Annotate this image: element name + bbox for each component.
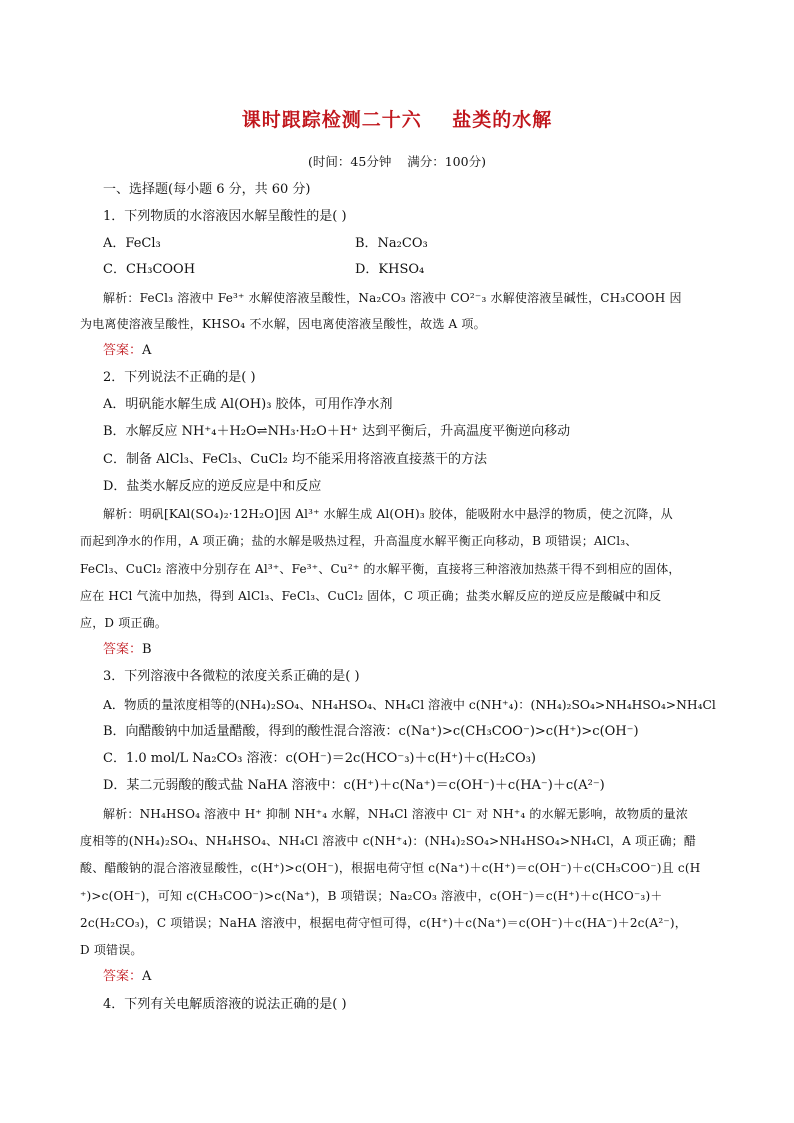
- q3-explanation-line: ⁺)>c(OH⁻)，可知 c(CH₃COO⁻)>c(Na⁺)，B 项错误；Na₂CO₃ 溶液中，c(OH⁻)＝c(H⁺)＋c(HCO⁻₃)＋: [80, 889, 663, 903]
- q2-explanation-line: 应，D 项正确。: [80, 616, 168, 630]
- q2-answer: [103, 640, 723, 660]
- explanation-label: 解析：: [103, 507, 140, 521]
- q4-stem: 4．下列有关电解质溶液的说法正确的是( ): [103, 997, 347, 1012]
- q1-option-c: C．CH₃COOH: [103, 262, 196, 277]
- explanation-text: NH₄HSO₄ 溶液中 H⁺ 抑制 NH⁺₄ 水解，NH₄Cl 溶液中 Cl⁻ 对 NH⁺₄ 的水解无影响，故物质的量浓: [139, 807, 689, 821]
- q3-option-b: B．向醋酸钠中加适量醋酸，得到的酸性混合溶液：c(Na⁺)>c(CH₃COO⁻)>c(H⁺)>c(OH⁻): [103, 724, 639, 739]
- explanation-label: 解析：: [103, 807, 140, 821]
- q3-explanation-line: 酸、醋酸钠的混合溶液显酸性，c(H⁺)>c(OH⁻)，根据电荷守恒 c(Na⁺)＋c(H⁺)＝c(OH⁻)＋c(CH₃COO⁻)且 c(H: [80, 861, 701, 875]
- answer-label: 答案：: [103, 642, 143, 657]
- q1-answer: [103, 341, 723, 361]
- section-heading: 一、选择题(每小题 6 分，共 60 分): [103, 182, 311, 197]
- q2-option-d: D．盐类水解反应的逆反应是中和反应: [103, 479, 322, 494]
- explanation-text: 明矾[KAl(SO₄)₂·12H₂O]因 Al³⁺ 水解生成 Al(OH)₃ 胶体，能吸附水中悬浮的物质，使之沉降，从: [139, 507, 673, 521]
- q1-option-b: B．Na₂CO₃: [355, 236, 428, 251]
- q2-explanation-line: 而起到净水的作用，A 项正确；盐的水解是吸热过程，升高温度水解平衡正向移动，B 项错误；AlCl₃、: [80, 534, 638, 548]
- answer-value: A: [142, 343, 152, 358]
- q2-stem: 2．下列说法不正确的是( ): [103, 370, 256, 385]
- explanation-text: FeCl₃ 溶液中 Fe³⁺ 水解使溶液呈酸性，Na₂CO₃ 溶液中 CO²⁻₃ 水解使溶液呈碱性，CH₃COOH 因: [139, 291, 682, 305]
- q3-option-d: D．某二元弱酸的酸式盐 NaHA 溶液中：c(H⁺)＋c(Na⁺)＝c(OH⁻)＋c(HA⁻)＋c(A²⁻): [103, 778, 605, 793]
- q1-explanation-line: [103, 288, 723, 308]
- q1-option-a: A．FeCl₃: [103, 236, 161, 251]
- q2-explanation-line: FeCl₃、CuCl₂ 溶液中分别存在 Al³⁺、Fe³⁺、Cu²⁺ 的水解平衡，直接将三种溶液加热蒸干得不到相应的固体，: [80, 562, 681, 576]
- q1-explanation-line: 为电离使溶液呈酸性，KHSO₄ 不水解，因电离使溶液呈酸性，故选 A 项。: [80, 317, 486, 331]
- q3-explanation-line: D 项错误。: [80, 943, 143, 957]
- page-subtitle: (时间：45分钟 满分：100分): [308, 154, 486, 169]
- q2-explanation-line: 应在 HCl 气流中加热，得到 AlCl₃、FeCl₃、CuCl₂ 固体，C 项正确；盐类水解反应的逆反应是酸碱中和反: [80, 589, 662, 603]
- q3-explanation-line: 2c(H₂CO₃)，C 项错误；NaHA 溶液中，根据电荷守恒可得，c(H⁺)＋c(Na⁺)＝c(OH⁻)＋c(HA⁻)＋2c(A²⁻)，: [80, 916, 687, 930]
- q2-option-a: A．明矾能水解生成 Al(OH)₃ 胶体，可用作净水剂: [103, 397, 393, 412]
- answer-label: 答案：: [103, 343, 143, 358]
- q2-option-c: C．制备 AlCl₃、FeCl₃、CuCl₂ 均不能采用将溶液直接蒸干的方法: [103, 452, 488, 467]
- q3-answer: [103, 967, 723, 987]
- answer-value: B: [142, 642, 152, 657]
- q3-explanation-line: 度相等的(NH₄)₂SO₄、NH₄HSO₄、NH₄Cl 溶液中 c(NH⁺₄)：(NH₄)₂SO₄>NH₄HSO₄>NH₄Cl，A 项正确；醋: [80, 834, 697, 848]
- answer-value: A: [142, 969, 152, 984]
- q3-option-a: A．物质的量浓度相等的(NH₄)₂SO₄、NH₄HSO₄、NH₄Cl 溶液中 c(NH⁺₄)：(NH₄)₂SO₄>NH₄HSO₄>NH₄Cl: [103, 698, 716, 712]
- page-title: 课时跟踪检测二十六 盐类的水解: [241, 109, 553, 131]
- answer-label: 答案：: [103, 969, 143, 984]
- explanation-label: 解析：: [103, 291, 140, 305]
- q2-option-b: B．水解反应 NH⁺₄＋H₂O⇌NH₃·H₂O＋H⁺ 达到平衡后，升高温度平衡逆向移动: [103, 424, 571, 439]
- q2-explanation-line: [103, 504, 723, 524]
- q1-stem: 1．下列物质的水溶液因水解呈酸性的是( ): [103, 209, 347, 224]
- q3-explanation-line: [103, 804, 723, 824]
- q3-option-c: C．1.0 mol/L Na₂CO₃ 溶液：c(OH⁻)＝2c(HCO⁻₃)＋c(H⁺)＋c(H₂CO₃): [103, 751, 536, 766]
- q3-stem: 3．下列溶液中各微粒的浓度关系正确的是( ): [103, 669, 360, 684]
- q1-option-d: D．KHSO₄: [355, 262, 425, 277]
